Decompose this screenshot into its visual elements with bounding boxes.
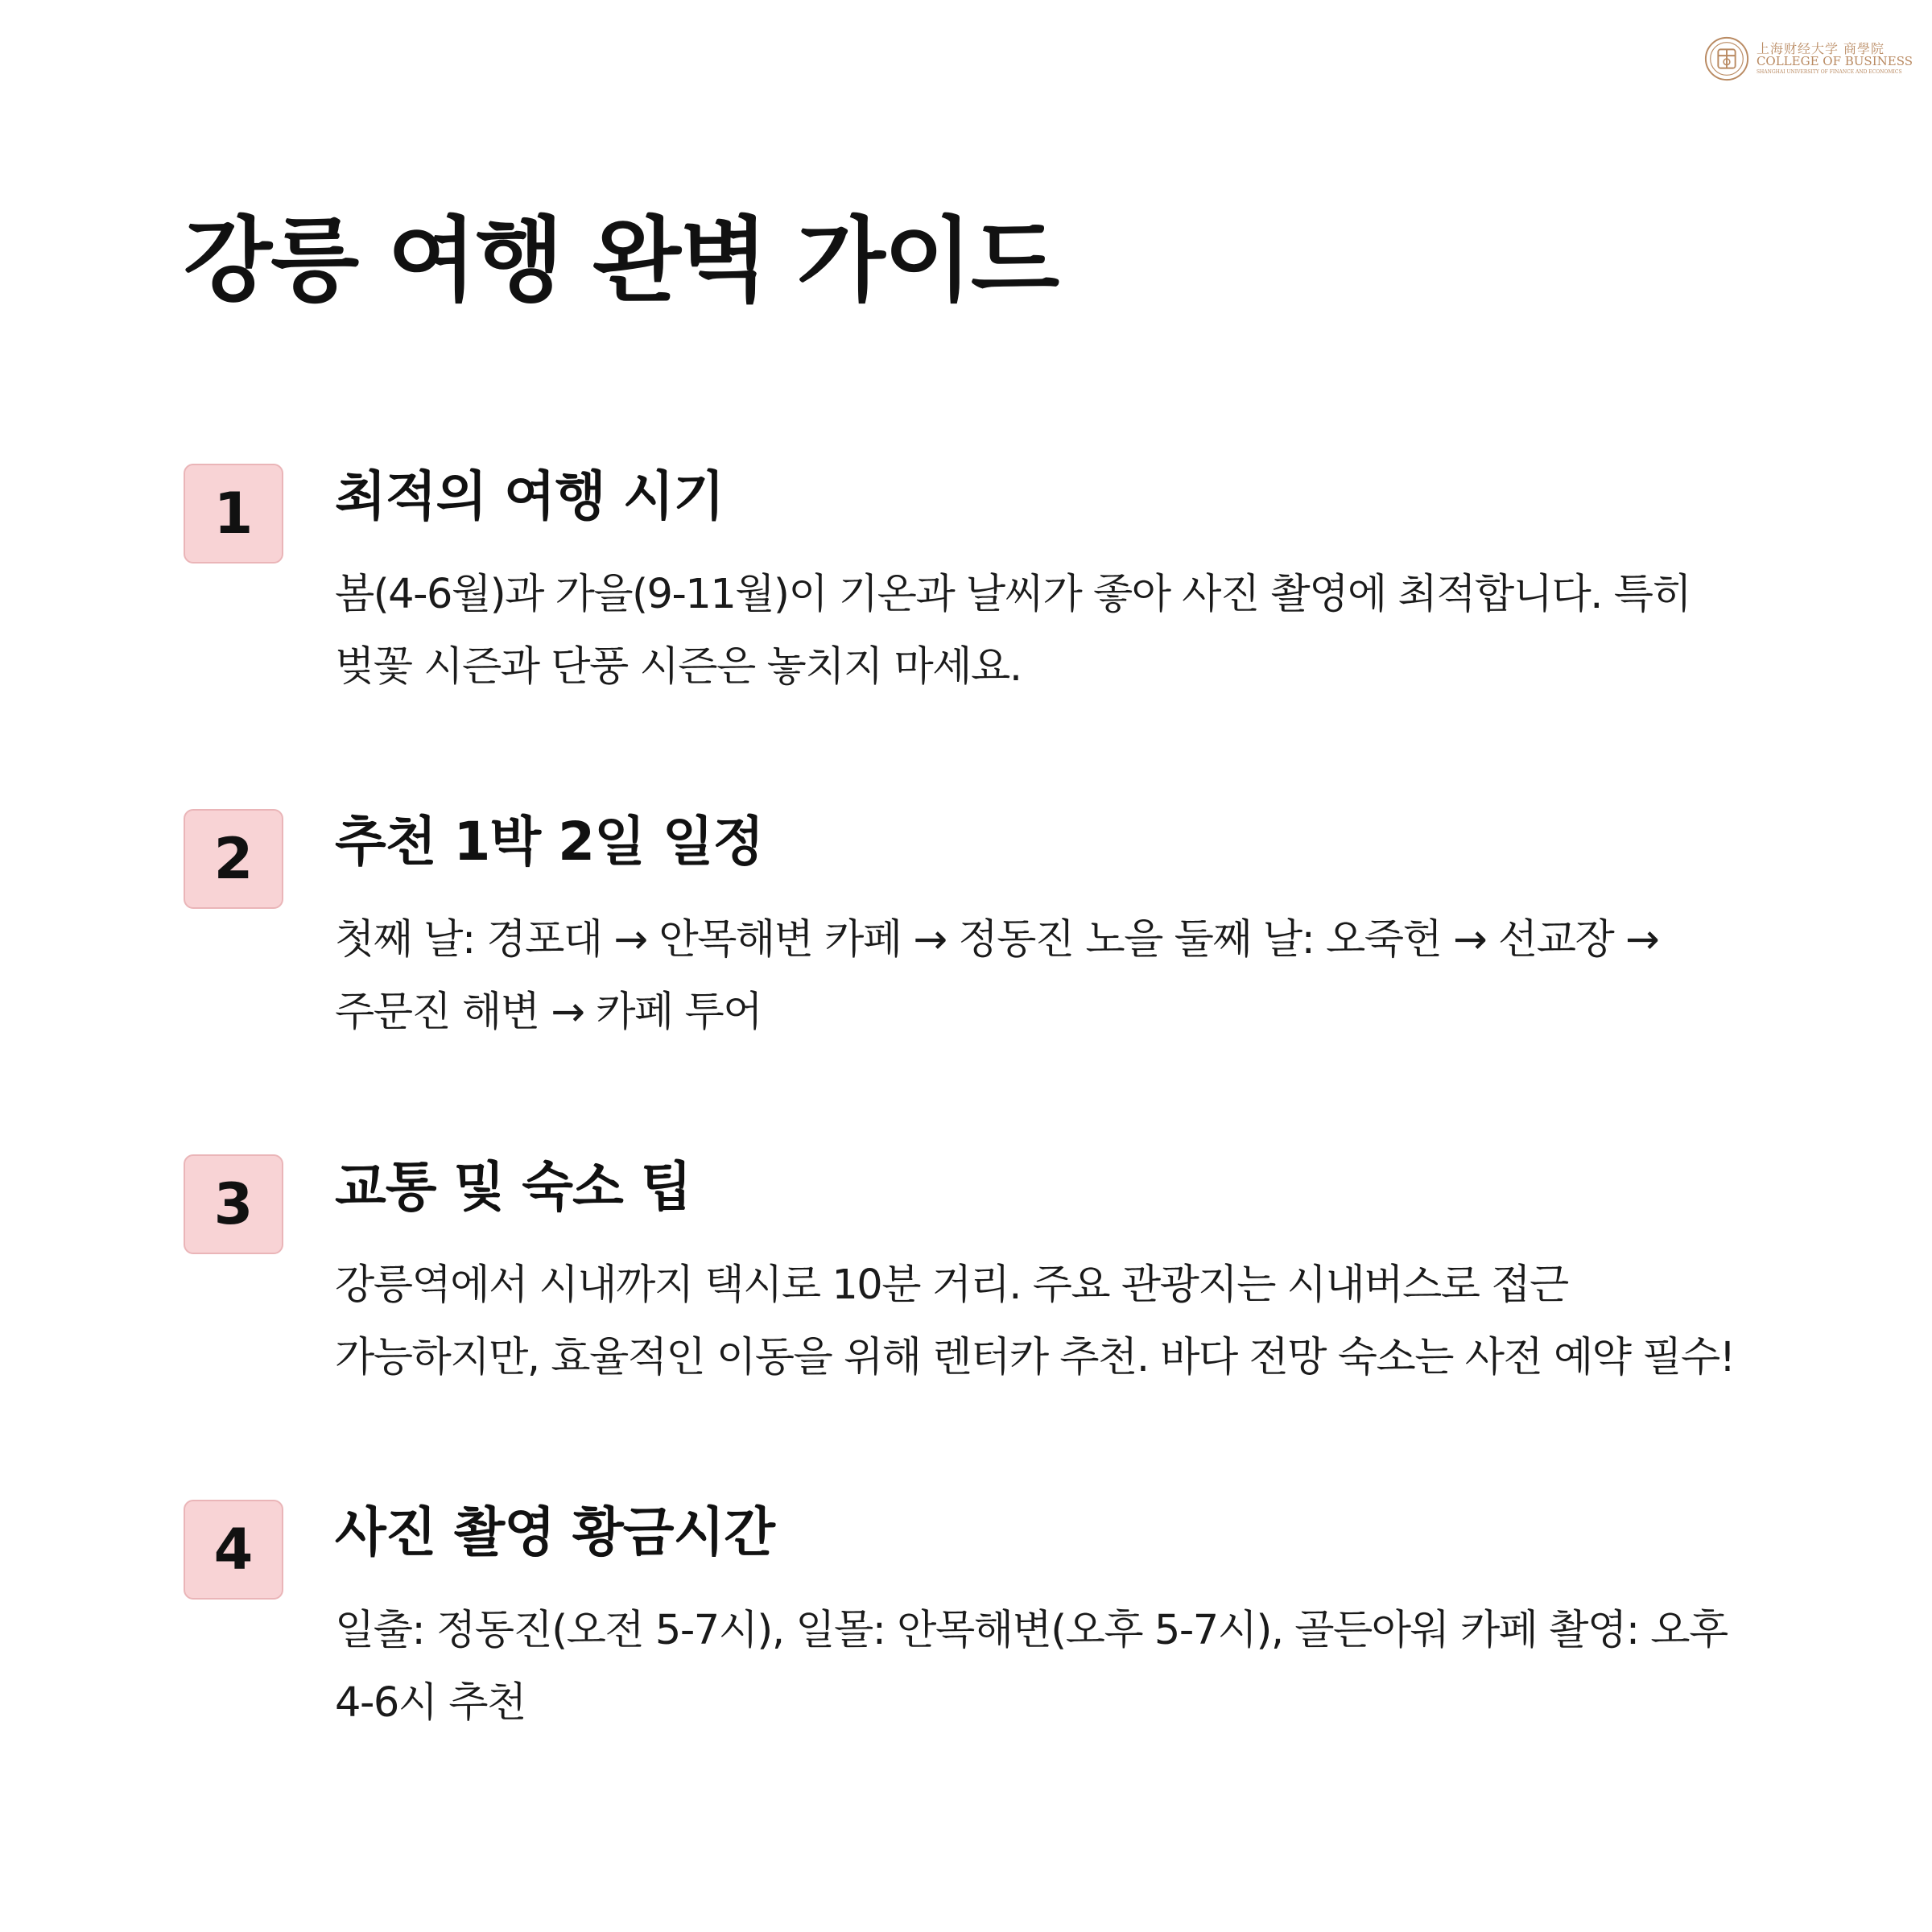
- section-body: 봄(4-6월)과 가을(9-11월)이 기온과 날씨가 좋아 사진 촬영에 최적합니다. 특히 벚꽃 시즌과 단풍 시즌은 놓치지 마세요.: [335, 571, 1691, 691]
- section-number-badge: 3: [184, 1154, 283, 1254]
- logo-university-name: SHANGHAI UNIVERSITY OF FINANCE AND ECONOMICS: [1756, 69, 1902, 76]
- section-heading: 교통 및 숙소 팁: [335, 1156, 691, 1218]
- logo-chinese-name: 上海财经大学 商學院: [1756, 40, 1885, 56]
- section-heading: 추천 1박 2일 일정: [335, 811, 764, 873]
- section-number-badge: 1: [184, 464, 283, 564]
- seal-icon: [1703, 35, 1750, 82]
- section-number-badge: 2: [184, 809, 283, 909]
- section-heading: 사진 촬영 황금시간: [335, 1501, 775, 1563]
- section-body: 첫째 날: 경포대 → 안목해변 카페 → 정동진 노을 둘째 날: 오죽헌 → 선교장 → 주문진 해변 → 카페 투어: [335, 916, 1659, 1036]
- section-body: 일출: 정동진(오전 5-7시), 일몰: 안목해변(오후 5-7시), 골든아워 카페 촬영: 오후 4-6시 추천: [335, 1607, 1728, 1727]
- section-heading: 최적의 여행 시기: [335, 465, 724, 527]
- page-title: 강릉 여행 완벽 가이드: [184, 207, 1059, 314]
- college-logo: [1703, 35, 1913, 82]
- section-body: 강릉역에서 시내까지 택시로 10분 거리. 주요 관광지는 시내버스로 접근 가능하지만, 효율적인 이동을 위해 렌터카 추천. 바다 전망 숙소는 사전 예약 필수!: [335, 1261, 1735, 1381]
- logo-english-name: COLLEGE OF BUSINESS: [1756, 54, 1913, 69]
- section-number-badge: 4: [184, 1500, 283, 1600]
